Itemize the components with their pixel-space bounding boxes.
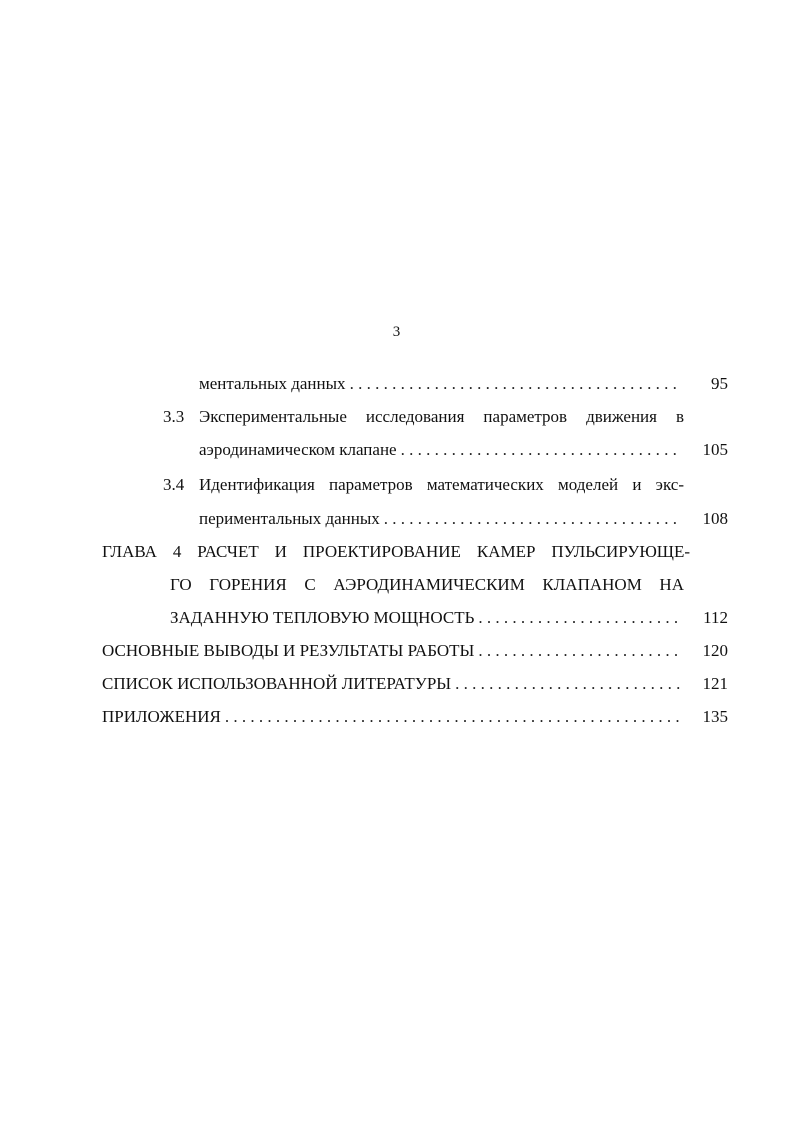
page-number: 3 <box>392 324 401 340</box>
toc-entry-3-2-continuation <box>199 373 728 395</box>
toc-page-number: 121 <box>702 674 728 693</box>
toc-chapter-4-line1 <box>102 541 690 563</box>
toc-entry-text: Идентификация параметров математических моделей и экс- <box>199 475 684 494</box>
toc-leader-dots <box>350 373 682 395</box>
toc-entry-text: аэродинамическом клапане <box>199 440 397 459</box>
toc-entry-conclusions <box>102 640 728 662</box>
toc-entry-text: ПРИЛОЖЕНИЯ <box>102 707 221 726</box>
toc-entry-text: СПИСОК ИСПОЛЬЗОВАННОЙ ЛИТЕРАТУРЫ <box>102 674 452 693</box>
toc-leader-dots <box>478 640 682 662</box>
toc-page-number: 108 <box>702 509 728 528</box>
toc-page-number: 135 <box>702 707 728 726</box>
toc-entry-text: ОСНОВНЫЕ ВЫВОДЫ И РЕЗУЛЬТАТЫ РАБОТЫ <box>102 641 475 660</box>
toc-entry-3-4-line1 <box>163 474 728 496</box>
toc-leader-dots <box>384 508 682 530</box>
toc-chapter-text: ЗАДАННУЮ ТЕПЛОВУЮ МОЩНОСТЬ <box>170 608 475 627</box>
toc-leader-dots <box>225 706 682 728</box>
toc-leader-dots <box>455 673 682 695</box>
toc-entry-text: Экспериментальные исследования параметров движения в <box>199 407 684 426</box>
toc-entry-3-4-line2 <box>199 508 728 530</box>
toc-chapter-4-line3 <box>170 607 728 629</box>
toc-page-number: 112 <box>703 608 728 627</box>
toc-entry-references <box>102 673 728 695</box>
toc-section-number: 3.3 <box>163 407 185 426</box>
toc-chapter-4-line2 <box>170 574 684 596</box>
toc-section-number: 3.4 <box>163 475 185 494</box>
toc-chapter-text: ГЛАВА 4 РАСЧЕТ И ПРОЕКТИРОВАНИЕ КАМЕР ПУЛЬСИРУЮЩЕ- <box>102 542 690 561</box>
toc-page-number: 120 <box>702 641 728 660</box>
toc-page-number: 105 <box>702 440 728 459</box>
toc-page-number: 95 <box>711 374 728 393</box>
toc-leader-dots <box>401 439 682 461</box>
toc-entry-appendices <box>102 706 728 728</box>
toc-entry-text: периментальных данных <box>199 509 380 528</box>
toc-entry-3-3-line2 <box>199 439 728 461</box>
toc-entry-3-3-line1 <box>163 406 728 428</box>
toc-leader-dots <box>478 607 682 629</box>
toc-entry-text: ментальных данных <box>199 374 346 393</box>
toc-chapter-text: ГО ГОРЕНИЯ С АЭРОДИНАМИЧЕСКИМ КЛАПАНОМ НА <box>170 575 684 594</box>
